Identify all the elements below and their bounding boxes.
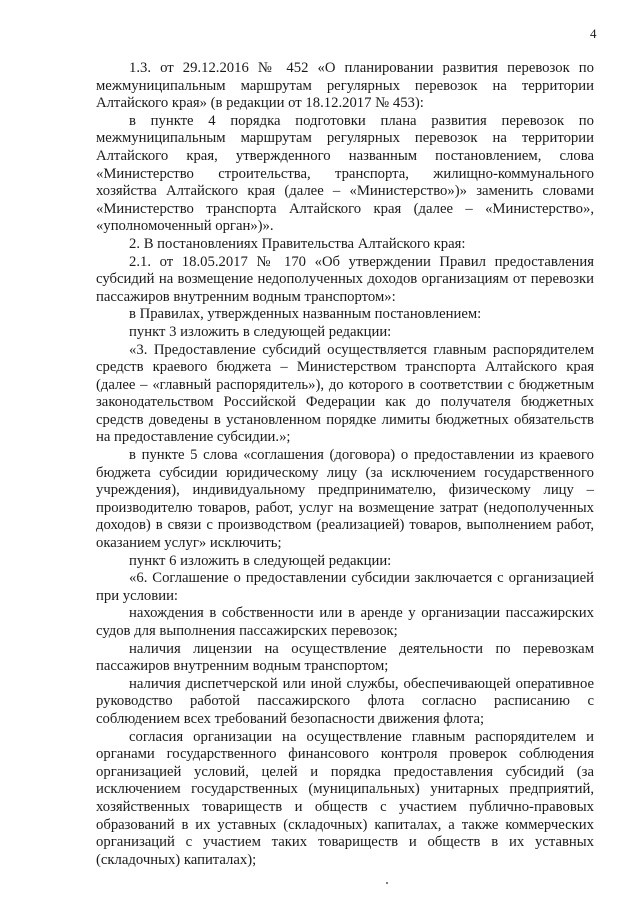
page-number: 4 bbox=[590, 26, 597, 41]
paragraph-2: 2. В постановлениях Правительства Алтайского края: bbox=[129, 235, 466, 252]
paragraph-rules: в Правилах, утвержденных названным постановлением: bbox=[129, 306, 482, 323]
scan-speck bbox=[386, 882, 388, 884]
paragraph-point-6-text: «6. Соглашение о предоставлении субсидии заключается с организацией при условии: bbox=[96, 570, 594, 604]
paragraph-condition-license: наличия лицензии на осуществление деятельности по перевозкам пассажиров внутренним водным транспортом; bbox=[96, 640, 594, 675]
document-body bbox=[96, 60, 594, 869]
paragraph-point-6-intro: пункт 6 изложить в следующей редакции: bbox=[129, 552, 392, 569]
paragraph-amend-point-4: в пункте 4 порядка подготовки плана развития перевозок по межмуниципальным маршрутам регулярных перевозок на территории Алтайского края, утвержденного названным постановлением, слова «Министерство строительства, транспорта, жилищно-коммунального хозяйства Алтайского края (далее – «Министерство»)» заменить словами «Министерство транспорта Алтайского края (далее – «Министерство», «уполномоченный орган»)». bbox=[96, 112, 594, 235]
paragraph-point-3-intro: пункт 3 изложить в следующей редакции: bbox=[129, 323, 392, 340]
paragraph-point-5: в пункте 5 слова «соглашения (договора) о предоставлении из краевого бюджета субсидии юридическому лицу (за исключением государственного учреждения), индивидуальному предпринимателю, физическому лицу – производителю товаров, работ, услуг на возмещение затрат (недополученных доходов) в связи с производством (реализацией) товаров, выполнением работ, оказанием услуг» исключить; bbox=[96, 447, 594, 552]
paragraph-2-1: 2.1. от 18.05.2017 № 170 «Об утверждении Правил предоставления субсидий на возмещение недополученных доходов организациям от перевозки пассажиров внутренним водным транспортом»: bbox=[96, 253, 594, 305]
paragraph-condition-dispatch: наличия диспетчерской или иной службы, обеспечивающей оперативное руководство работой пассажирского флота согласно расписанию с соблюдением всех требований безопасности движения флота; bbox=[96, 675, 594, 727]
paragraph-condition-ownership: нахождения в собственности или в аренде у организации пассажирских судов для выполнения пассажирских перевозок; bbox=[96, 605, 594, 639]
paragraph-1-3: 1.3. от 29.12.2016 № 452 «О планировании развития перевозок по межмуниципальным маршрутам регулярных перевозок на территории Алтайского края» (в редакции от 18.12.2017 № 453): bbox=[96, 60, 594, 112]
paragraph-point-3-text: «3. Предоставление субсидий осуществляется главным распорядителем средств краевого бюджета – Министерством транспорта Алтайского края (далее – «главный распорядитель»), до которого в соответствии с бюджетным законодательством Российской Федерации как до получателя бюджетных средств доведены в установленном порядке лимиты бюджетных обязательств на предоставление субсидии.»; bbox=[96, 341, 594, 446]
paragraph-condition-consent: согласия организации на осуществление главным распорядителем и органами государственного финансового контроля проверок соблюдения организацией условий, целей и порядка предоставления субсидий (за исключением государственных (муниципальных) унитарных предприятий, хозяйственных товариществ и обществ с участием публично-правовых образований в их уставных (складочных) капиталах, а также коммерческих организаций с участием таких товариществ и обществ в их уставных (складочных) капиталах); bbox=[96, 728, 594, 868]
